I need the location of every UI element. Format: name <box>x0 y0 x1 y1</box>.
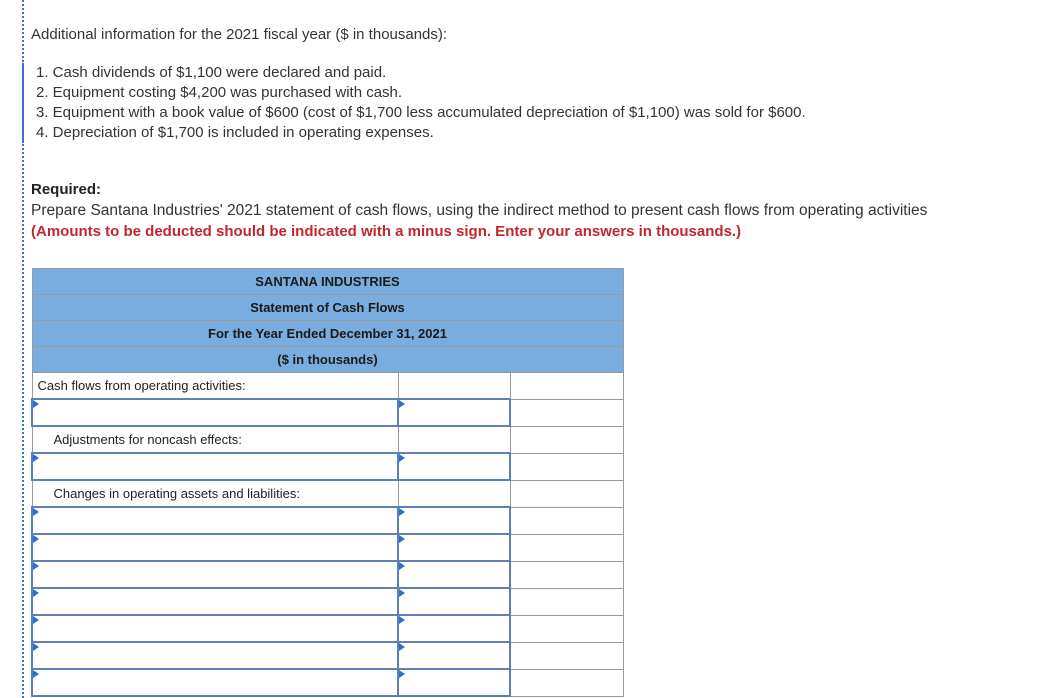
empty-cell <box>510 453 623 480</box>
instruction-text: Prepare Santana Industries' 2021 statement of cash flows, using the indirect method to present cash flows from operating activities <box>31 202 928 219</box>
amount-input[interactable] <box>398 642 510 669</box>
info-item: 1. Cash dividends of $1,100 were declared and paid. <box>36 64 387 81</box>
empty-cell <box>510 480 623 507</box>
info-item: 2. Equipment costing $4,200 was purchased with cash. <box>36 84 403 101</box>
line-item-dropdown[interactable] <box>32 642 398 669</box>
line-item-dropdown[interactable] <box>32 669 398 696</box>
instruction-note: (Amounts to be deducted should be indicated with a minus sign. Enter your answers in thousands.) <box>31 223 742 240</box>
line-item-dropdown[interactable] <box>32 615 398 642</box>
amount-input[interactable] <box>398 453 510 480</box>
empty-cell <box>510 669 623 696</box>
empty-cell <box>398 426 510 453</box>
company-name: SANTANA INDUSTRIES <box>32 269 623 295</box>
cash-flow-statement-table <box>31 268 624 697</box>
empty-cell <box>398 373 510 400</box>
amount-input[interactable] <box>398 534 510 561</box>
info-list <box>22 63 1024 143</box>
line-item-dropdown[interactable] <box>32 507 398 534</box>
adjustments-label: Adjustments for noncash effects: <box>32 426 398 453</box>
empty-cell <box>510 373 623 400</box>
line-item-dropdown[interactable] <box>32 399 398 426</box>
empty-cell <box>510 642 623 669</box>
amount-input[interactable] <box>398 561 510 588</box>
changes-label: Changes in operating assets and liabilities: <box>32 480 398 507</box>
operating-section-label: Cash flows from operating activities: <box>32 373 398 400</box>
amount-input[interactable] <box>398 615 510 642</box>
empty-cell <box>398 480 510 507</box>
amount-input[interactable] <box>398 507 510 534</box>
empty-cell <box>510 615 623 642</box>
amount-input[interactable] <box>398 669 510 696</box>
amount-input[interactable] <box>398 588 510 615</box>
statement-title: Statement of Cash Flows <box>32 295 623 321</box>
empty-cell <box>510 534 623 561</box>
required-label: Required: <box>31 181 102 198</box>
statement-period: For the Year Ended December 31, 2021 <box>32 321 623 347</box>
empty-cell <box>510 588 623 615</box>
info-item: 3. Equipment with a book value of $600 (cost of $1,700 less accumulated depreciation of $1,100) was sold for $600. <box>36 104 806 121</box>
empty-cell <box>510 426 623 453</box>
line-item-dropdown[interactable] <box>32 561 398 588</box>
intro-text: Additional information for the 2021 fiscal year ($ in thousands): <box>31 26 448 43</box>
info-item: 4. Depreciation of $1,700 is included in operating expenses. <box>36 124 434 141</box>
amount-input[interactable] <box>398 399 510 426</box>
empty-cell <box>510 399 623 426</box>
statement-units: ($ in thousands) <box>32 347 623 373</box>
line-item-dropdown[interactable] <box>32 453 398 480</box>
empty-cell <box>510 507 623 534</box>
line-item-dropdown[interactable] <box>32 534 398 561</box>
line-item-dropdown[interactable] <box>32 588 398 615</box>
empty-cell <box>510 561 623 588</box>
